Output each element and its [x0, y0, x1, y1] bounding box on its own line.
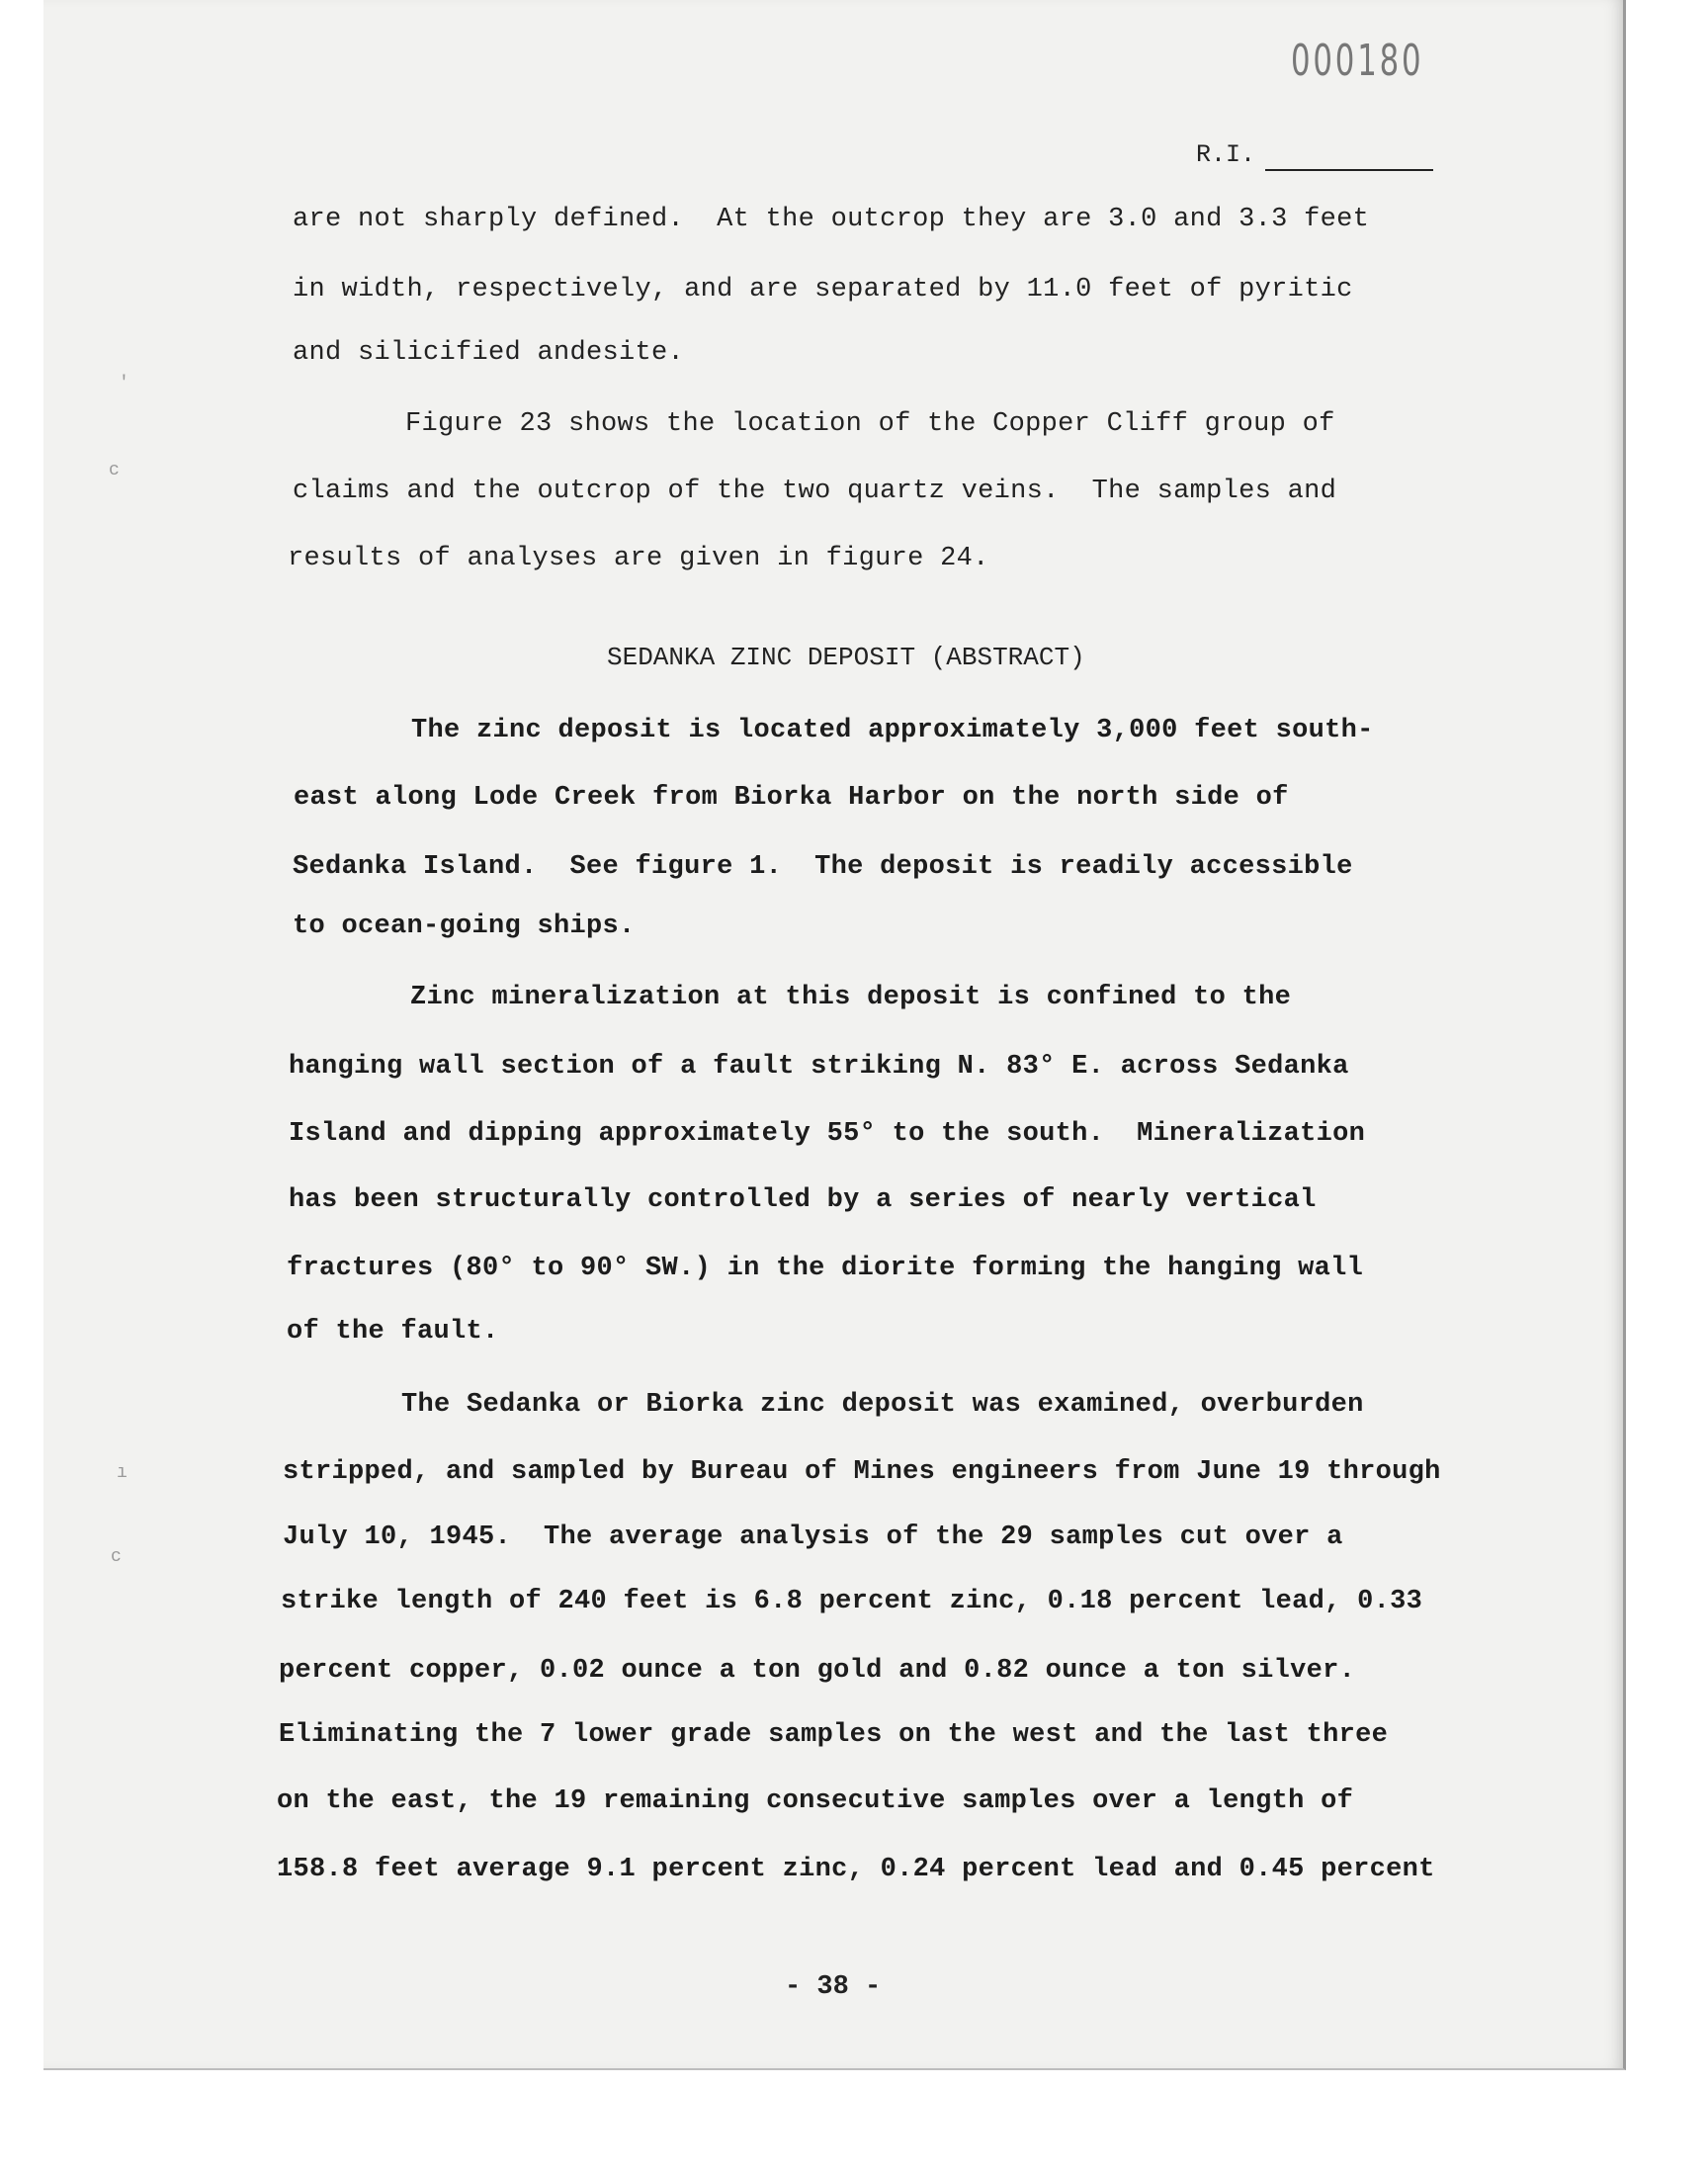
- text-line: in width, respectively, and are separated by 11.0 feet of pyritic: [293, 275, 1353, 304]
- text-line: The Sedanka or Biorka zinc deposit was examined, overburden: [401, 1390, 1364, 1420]
- scan-speck: c: [109, 461, 120, 480]
- text-line: Island and dipping approximately 55° to the south. Mineralization: [289, 1119, 1366, 1149]
- text-line: of the fault.: [287, 1317, 499, 1347]
- text-line: Figure 23 shows the location of the Copper Cliff group of: [405, 409, 1335, 439]
- text-line: are not sharply defined. At the outcrop they are 3.0 and 3.3 feet: [293, 205, 1370, 234]
- text-line: claims and the outcrop of the two quartz veins. The samples and: [293, 477, 1337, 506]
- text-line: fractures (80° to 90° SW.) in the diorite forming the hanging wall: [287, 1254, 1364, 1283]
- text-line: and silicified andesite.: [293, 338, 685, 368]
- section-heading: SEDANKA ZINC DEPOSIT (ABSTRACT): [607, 643, 1085, 672]
- text-line: Sedanka Island. See figure 1. The deposit is readily accessible: [293, 852, 1353, 882]
- text-line: hanging wall section of a fault striking N. 83° E. across Sedanka: [289, 1052, 1349, 1082]
- text-line: east along Lode Creek from Biorka Harbor on the north side of: [294, 783, 1289, 813]
- report-reference-blank: [1265, 169, 1433, 171]
- text-line: Eliminating the 7 lower grade samples on the west and the last three: [279, 1720, 1389, 1750]
- document-page: [43, 0, 1626, 2070]
- text-line: July 10, 1945. The average analysis of the 29 samples cut over a: [283, 1522, 1343, 1552]
- scan-speck: ': [119, 374, 129, 393]
- text-line: percent copper, 0.02 ounce a ton gold and 0.82 ounce a ton silver.: [279, 1656, 1356, 1686]
- text-line: results of analyses are given in figure 24.: [288, 544, 989, 573]
- text-line: 158.8 feet average 9.1 percent zinc, 0.24 percent lead and 0.45 percent: [277, 1855, 1435, 1884]
- text-line: strike length of 240 feet is 6.8 percent zinc, 0.18 percent lead, 0.33: [281, 1587, 1423, 1616]
- text-line: The zinc deposit is located approximately 3,000 feet south-: [411, 716, 1374, 745]
- text-line: on the east, the 19 remaining consecutive samples over a length of: [277, 1786, 1354, 1816]
- text-line: has been structurally controlled by a series of nearly vertical: [289, 1185, 1317, 1215]
- text-line: to ocean-going ships.: [293, 912, 636, 941]
- text-line: stripped, and sampled by Bureau of Mines engineers from June 19 through: [283, 1457, 1441, 1487]
- scan-speck: ı: [117, 1463, 128, 1483]
- text-line: Zinc mineralization at this deposit is confined to the: [410, 983, 1292, 1012]
- page-number: - 38 -: [785, 1972, 882, 2002]
- report-reference-label: R.I.: [1196, 140, 1256, 169]
- document-stamp-number: 000180: [1291, 36, 1424, 86]
- scan-speck: c: [111, 1547, 122, 1567]
